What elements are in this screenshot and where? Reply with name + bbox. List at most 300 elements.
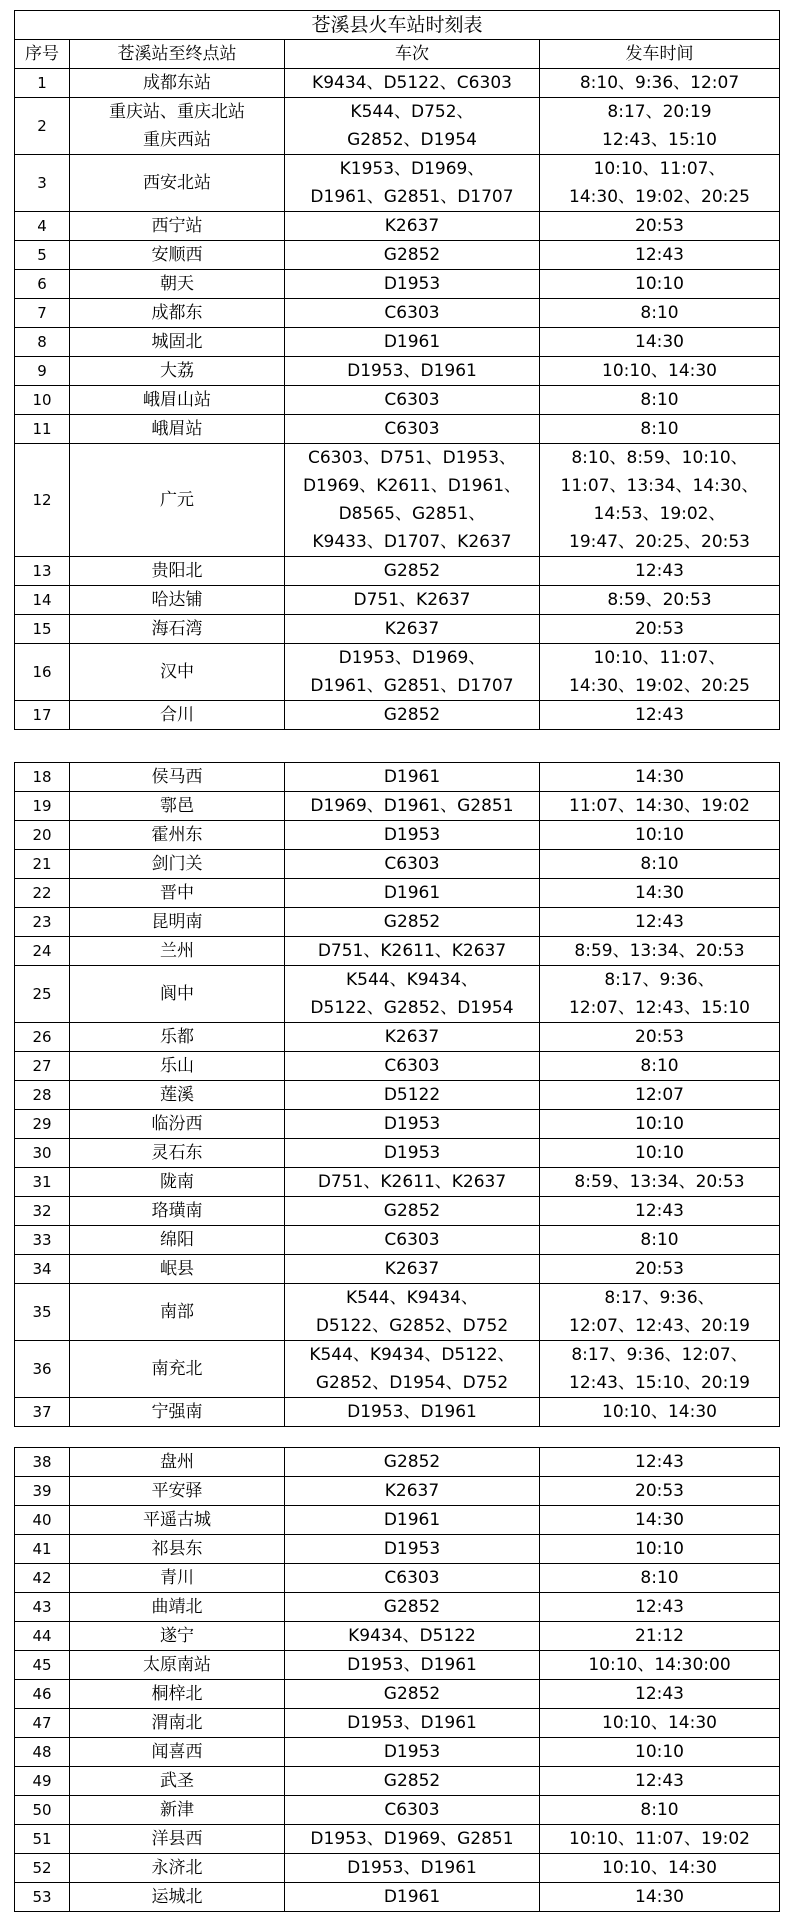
station-line: 峨眉山站	[143, 390, 211, 410]
station-line: 贵阳北	[151, 561, 203, 581]
row-number: 50	[15, 1796, 70, 1825]
row-number: 34	[15, 1255, 70, 1284]
row-number: 7	[15, 299, 70, 328]
cell-station	[70, 386, 285, 415]
times-line: 8:10、9:36、12:07	[579, 73, 740, 93]
cell-trains	[285, 328, 540, 357]
times-line: 10:10	[635, 1742, 684, 1762]
table-row	[15, 850, 780, 879]
trains-line: D1953、D1969、G2851	[310, 1829, 514, 1849]
cell-times	[540, 1168, 780, 1197]
trains-line: D1953、D1961	[347, 1402, 477, 1422]
times-line: 20:53	[635, 1027, 684, 1047]
trains-line: D1953	[383, 825, 441, 845]
times-line: 10:10	[635, 1539, 684, 1559]
times-line: 8:59、20:53	[607, 590, 712, 610]
cell-times	[540, 1226, 780, 1255]
table-row	[15, 1023, 780, 1052]
cell-trains	[285, 850, 540, 879]
cell-trains	[285, 1506, 540, 1535]
cell-station	[70, 1052, 285, 1081]
cell-times	[540, 1197, 780, 1226]
station-line: 南充北	[151, 1359, 203, 1379]
table-row	[15, 763, 780, 792]
times-line: 8:17、9:36、	[604, 1288, 715, 1308]
trains-line: K2637	[384, 216, 440, 236]
cell-trains	[285, 69, 540, 98]
trains-line: D1961	[383, 767, 441, 787]
times-line: 12:43	[635, 245, 684, 265]
table-row	[15, 1651, 780, 1680]
cell-trains	[285, 444, 540, 557]
times-line: 20:53	[635, 1481, 684, 1501]
timetable-table-1	[14, 10, 780, 730]
station-line: 兰州	[160, 941, 194, 961]
times-line: 10:10	[635, 1114, 684, 1134]
station-line: 绵阳	[160, 1230, 194, 1250]
cell-trains	[285, 1767, 540, 1796]
trains-line: D1953、D1961	[347, 1713, 477, 1733]
station-line: 陇南	[160, 1172, 194, 1192]
row-number: 18	[15, 763, 70, 792]
times-line: 8:17、9:36、	[604, 970, 715, 990]
cell-times	[540, 270, 780, 299]
row-number: 4	[15, 212, 70, 241]
cell-times	[540, 937, 780, 966]
cell-station	[70, 1284, 285, 1341]
timetable-block-3	[14, 1447, 779, 1912]
times-line: 14:30	[635, 1510, 684, 1530]
trains-line: C6303	[384, 303, 440, 323]
trains-line: D5122、G2852、D1954	[310, 998, 514, 1018]
times-line: 12:43	[635, 705, 684, 725]
table-row	[15, 1680, 780, 1709]
times-line: 8:17、20:19	[607, 102, 712, 122]
cell-station	[70, 1023, 285, 1052]
cell-station	[70, 444, 285, 557]
cell-trains	[285, 357, 540, 386]
row-number: 37	[15, 1398, 70, 1427]
trains-line: K544、K9434、	[345, 970, 478, 990]
cell-trains	[285, 615, 540, 644]
trains-line: C6303	[384, 1230, 440, 1250]
times-line: 12:43、15:10	[602, 130, 717, 150]
row-number: 43	[15, 1593, 70, 1622]
cell-station	[70, 1622, 285, 1651]
row-number: 14	[15, 586, 70, 615]
table-row	[15, 821, 780, 850]
station-line: 灵石东	[151, 1143, 203, 1163]
cell-trains	[285, 1052, 540, 1081]
station-line: 重庆西站	[143, 130, 211, 150]
row-number: 8	[15, 328, 70, 357]
trains-line: G2852	[383, 245, 441, 265]
cell-trains	[285, 98, 540, 155]
cell-times	[540, 701, 780, 730]
cell-trains	[285, 701, 540, 730]
times-line: 8:10	[640, 1568, 679, 1588]
row-number: 44	[15, 1622, 70, 1651]
station-line: 广元	[160, 490, 194, 510]
cell-station	[70, 1398, 285, 1427]
cell-trains	[285, 212, 540, 241]
cell-station	[70, 241, 285, 270]
times-line: 12:43、15:10、20:19	[569, 1373, 750, 1393]
cell-station	[70, 557, 285, 586]
station-line: 重庆站、重庆北站	[109, 102, 245, 122]
table-row	[15, 1709, 780, 1738]
cell-trains	[285, 1622, 540, 1651]
cell-trains	[285, 1168, 540, 1197]
trains-line: K544、K9434、D5122、	[309, 1345, 515, 1365]
station-line: 峨眉站	[151, 419, 203, 439]
cell-trains	[285, 937, 540, 966]
row-number: 52	[15, 1854, 70, 1883]
cell-trains	[285, 763, 540, 792]
cell-station	[70, 615, 285, 644]
table-row	[15, 155, 780, 212]
row-number: 20	[15, 821, 70, 850]
cell-trains	[285, 270, 540, 299]
cell-times	[540, 98, 780, 155]
cell-trains	[285, 1110, 540, 1139]
station-line: 岷县	[160, 1259, 194, 1279]
timetable-table-3	[14, 1447, 780, 1912]
cell-station	[70, 1564, 285, 1593]
row-number: 24	[15, 937, 70, 966]
timetable-block-1	[14, 10, 779, 730]
table-row	[15, 241, 780, 270]
trains-line: G2852、D1954	[347, 130, 477, 150]
row-number: 23	[15, 908, 70, 937]
table-row	[15, 1110, 780, 1139]
cell-station	[70, 328, 285, 357]
cell-station	[70, 212, 285, 241]
trains-line: K544、D752、	[350, 102, 474, 122]
times-line: 14:30、19:02、20:25	[569, 676, 750, 696]
station-line: 朝天	[160, 274, 194, 294]
times-line: 14:30	[635, 767, 684, 787]
table-row	[15, 615, 780, 644]
table-row	[15, 1284, 780, 1341]
cell-times	[540, 444, 780, 557]
trains-line: K9434、D5122、C6303	[312, 73, 512, 93]
cell-station	[70, 155, 285, 212]
times-line: 19:47、20:25、20:53	[569, 532, 750, 552]
header-trains: 车次	[285, 40, 540, 69]
cell-trains	[285, 299, 540, 328]
trains-line: D1969、K2611、D1961、	[302, 476, 522, 496]
table-row	[15, 357, 780, 386]
table-row	[15, 1854, 780, 1883]
station-line: 海石湾	[151, 619, 203, 639]
page-title: 苍溪县火车站时刻表	[15, 11, 780, 40]
times-line: 12:07、12:43、15:10	[569, 998, 750, 1018]
times-line: 20:53	[635, 216, 684, 236]
station-line: 平安驿	[151, 1481, 203, 1501]
station-line: 安顺西	[151, 245, 203, 265]
trains-line: K544、K9434、	[345, 1288, 478, 1308]
cell-station	[70, 908, 285, 937]
station-line: 太原南站	[143, 1655, 211, 1675]
cell-station	[70, 1651, 285, 1680]
times-line: 11:07、13:34、14:30、	[560, 476, 759, 496]
row-number: 49	[15, 1767, 70, 1796]
trains-line: K2637	[384, 1027, 440, 1047]
table-row	[15, 1535, 780, 1564]
times-line: 8:10	[640, 854, 679, 874]
times-line: 10:10	[635, 1143, 684, 1163]
trains-line: D1961	[383, 883, 441, 903]
cell-station	[70, 701, 285, 730]
row-number: 51	[15, 1825, 70, 1854]
times-line: 8:10	[640, 419, 679, 439]
cell-times	[540, 644, 780, 701]
times-line: 14:30	[635, 883, 684, 903]
row-number: 5	[15, 241, 70, 270]
row-number: 21	[15, 850, 70, 879]
station-line: 西安北站	[143, 173, 211, 193]
station-line: 晋中	[160, 883, 194, 903]
row-number: 6	[15, 270, 70, 299]
cell-station	[70, 1738, 285, 1767]
station-line: 霍州东	[151, 825, 203, 845]
cell-times	[540, 966, 780, 1023]
times-line: 12:07	[635, 1085, 684, 1105]
cell-station	[70, 270, 285, 299]
times-line: 12:43	[635, 1771, 684, 1791]
cell-station	[70, 1081, 285, 1110]
cell-station	[70, 1110, 285, 1139]
cell-trains	[285, 1284, 540, 1341]
cell-station	[70, 1825, 285, 1854]
row-number: 53	[15, 1883, 70, 1912]
cell-trains	[285, 586, 540, 615]
row-number: 15	[15, 615, 70, 644]
station-line: 青川	[160, 1568, 194, 1588]
cell-station	[70, 1226, 285, 1255]
cell-trains	[285, 1651, 540, 1680]
station-line: 南部	[160, 1302, 194, 1322]
station-line: 成都东站	[143, 73, 211, 93]
cell-station	[70, 1767, 285, 1796]
cell-station	[70, 1255, 285, 1284]
trains-line: D1953	[383, 274, 441, 294]
cell-trains	[285, 1081, 540, 1110]
cell-times	[540, 212, 780, 241]
times-line: 21:12	[635, 1626, 684, 1646]
row-number: 33	[15, 1226, 70, 1255]
trains-line: C6303	[384, 1800, 440, 1820]
times-line: 10:10、14:30	[602, 361, 717, 381]
cell-trains	[285, 241, 540, 270]
row-number: 39	[15, 1477, 70, 1506]
station-line: 临汾西	[151, 1114, 203, 1134]
trains-line: C6303	[384, 419, 440, 439]
cell-times	[540, 1709, 780, 1738]
row-number: 26	[15, 1023, 70, 1052]
cell-station	[70, 937, 285, 966]
cell-times	[540, 1593, 780, 1622]
row-number: 36	[15, 1341, 70, 1398]
cell-station	[70, 1593, 285, 1622]
station-line: 新津	[160, 1800, 194, 1820]
table-row	[15, 444, 780, 557]
cell-times	[540, 1506, 780, 1535]
cell-station	[70, 357, 285, 386]
trains-line: D1969、D1961、G2851	[310, 796, 514, 816]
times-line: 8:59、13:34、20:53	[574, 941, 745, 961]
trains-line: D5122	[383, 1085, 441, 1105]
cell-times	[540, 241, 780, 270]
cell-trains	[285, 1139, 540, 1168]
trains-line: D1953、D1969、	[338, 648, 486, 668]
row-number: 35	[15, 1284, 70, 1341]
row-number: 41	[15, 1535, 70, 1564]
cell-trains	[285, 1593, 540, 1622]
cell-trains	[285, 557, 540, 586]
cell-times	[540, 1738, 780, 1767]
station-line: 永济北	[151, 1858, 203, 1878]
table-row	[15, 1506, 780, 1535]
times-line: 8:10	[640, 1800, 679, 1820]
trains-line: D751、K2637	[353, 590, 471, 610]
row-number: 11	[15, 415, 70, 444]
times-line: 20:53	[635, 1259, 684, 1279]
cell-times	[540, 1052, 780, 1081]
cell-trains	[285, 155, 540, 212]
cell-times	[540, 1854, 780, 1883]
trains-line: G2852	[383, 1452, 441, 1472]
station-line: 剑门关	[151, 854, 203, 874]
table-row	[15, 586, 780, 615]
times-line: 12:43	[635, 1452, 684, 1472]
cell-station	[70, 879, 285, 908]
cell-times	[540, 763, 780, 792]
row-number: 32	[15, 1197, 70, 1226]
cell-times	[540, 615, 780, 644]
station-line: 西宁站	[151, 216, 203, 236]
times-line: 10:10、11:07、19:02	[569, 1829, 750, 1849]
trains-line: D751、K2611、K2637	[317, 1172, 507, 1192]
cell-trains	[285, 1398, 540, 1427]
station-line: 宁强南	[151, 1402, 203, 1422]
cell-station	[70, 850, 285, 879]
cell-times	[540, 1081, 780, 1110]
row-number: 29	[15, 1110, 70, 1139]
trains-line: C6303	[384, 1568, 440, 1588]
table-row	[15, 937, 780, 966]
cell-trains	[285, 1226, 540, 1255]
cell-times	[540, 1448, 780, 1477]
row-number: 3	[15, 155, 70, 212]
cell-station	[70, 415, 285, 444]
times-line: 10:10	[635, 825, 684, 845]
times-line: 8:59、13:34、20:53	[574, 1172, 745, 1192]
row-number: 38	[15, 1448, 70, 1477]
trains-line: D1953、D1961	[347, 361, 477, 381]
station-line: 武圣	[160, 1771, 194, 1791]
trains-line: G2852	[383, 705, 441, 725]
row-number: 42	[15, 1564, 70, 1593]
station-line: 祁县东	[151, 1539, 203, 1559]
station-line: 洋县西	[151, 1829, 203, 1849]
times-line: 10:10、11:07、	[593, 159, 726, 179]
times-line: 14:53、19:02、	[593, 504, 726, 524]
table-row	[15, 1796, 780, 1825]
trains-line: D751、K2611、K2637	[317, 941, 507, 961]
cell-trains	[285, 1023, 540, 1052]
cell-times	[540, 1680, 780, 1709]
row-number: 45	[15, 1651, 70, 1680]
table-row	[15, 792, 780, 821]
times-line: 10:10、14:30	[602, 1858, 717, 1878]
cell-trains	[285, 1341, 540, 1398]
cell-trains	[285, 1197, 540, 1226]
cell-trains	[285, 415, 540, 444]
table-row	[15, 386, 780, 415]
table-row	[15, 1341, 780, 1398]
trains-line: D5122、G2852、D752	[315, 1316, 509, 1336]
trains-line: D1953	[383, 1143, 441, 1163]
cell-trains	[285, 1564, 540, 1593]
trains-line: C6303	[384, 854, 440, 874]
station-line: 昆明南	[151, 912, 203, 932]
trains-line: D1953、D1961	[347, 1858, 477, 1878]
cell-trains	[285, 1825, 540, 1854]
table-row	[15, 1448, 780, 1477]
station-line: 闻喜西	[151, 1742, 203, 1762]
times-line: 10:10、14:30	[602, 1713, 717, 1733]
cell-times	[540, 1883, 780, 1912]
trains-line: G2852	[383, 1771, 441, 1791]
row-number: 9	[15, 357, 70, 386]
cell-trains	[285, 1738, 540, 1767]
table-row	[15, 415, 780, 444]
station-line: 汉中	[160, 662, 194, 682]
cell-station	[70, 98, 285, 155]
cell-times	[540, 1535, 780, 1564]
cell-station	[70, 1477, 285, 1506]
row-number: 28	[15, 1081, 70, 1110]
cell-trains	[285, 879, 540, 908]
station-line: 平遥古城	[143, 1510, 211, 1530]
cell-times	[540, 415, 780, 444]
row-number: 46	[15, 1680, 70, 1709]
times-line: 8:10	[640, 303, 679, 323]
times-line: 14:30、19:02、20:25	[569, 187, 750, 207]
station-line: 鄠邑	[160, 796, 194, 816]
times-line: 12:43	[635, 1684, 684, 1704]
station-line: 盘州	[160, 1452, 194, 1472]
table-row	[15, 1226, 780, 1255]
times-line: 8:10、8:59、10:10、	[571, 448, 748, 468]
station-line: 合川	[160, 705, 194, 725]
row-number: 10	[15, 386, 70, 415]
cell-station	[70, 1680, 285, 1709]
row-number: 17	[15, 701, 70, 730]
cell-times	[540, 1398, 780, 1427]
table-row	[15, 1593, 780, 1622]
table-row	[15, 328, 780, 357]
station-line: 曲靖北	[151, 1597, 203, 1617]
table-row	[15, 1398, 780, 1427]
cell-station	[70, 644, 285, 701]
row-number: 25	[15, 966, 70, 1023]
cell-station	[70, 299, 285, 328]
cell-station	[70, 1796, 285, 1825]
station-line: 莲溪	[160, 1085, 194, 1105]
